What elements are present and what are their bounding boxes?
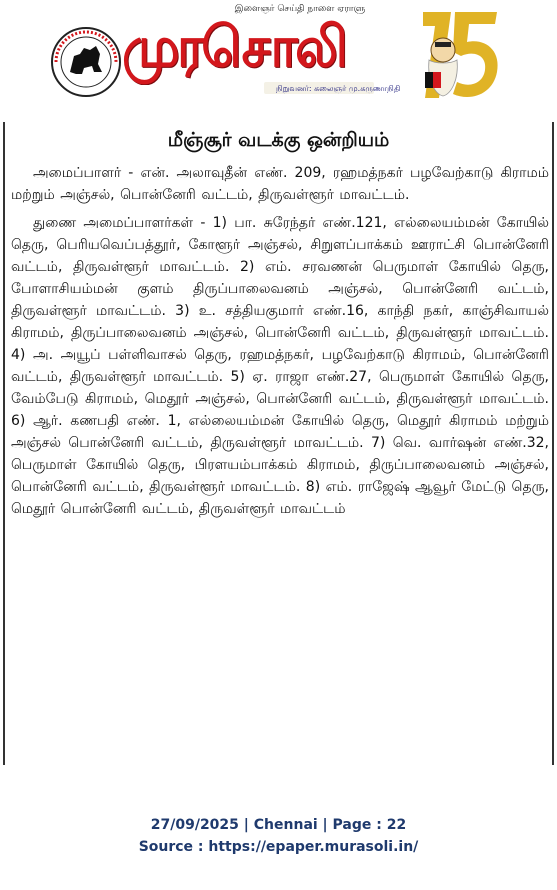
article-headline: மீஞ்சூர் வடக்கு ஒன்றியம் <box>167 129 390 151</box>
brand-logo: முரசொலி <box>122 15 346 80</box>
anniversary-emblem-icon <box>405 2 515 104</box>
article-paragraph: அமைப்பாளர் - என். அலாவுதீன் எண். 209, ரஹமத்நகர் பழவேற்காடு கிராமம் மற்றும் அஞ்சல், பொன்னேரி வட்டம், திருவள்ளூர் மாவட்டம். <box>11 165 549 203</box>
party-emblem-icon <box>50 26 122 98</box>
masthead-tagline: இளைஞர் செய்தி நாளை ஏராளு <box>234 4 366 14</box>
masthead <box>0 0 557 108</box>
article-body <box>11 162 549 520</box>
footer-source-line: Source : https://epaper.murasoli.in/ <box>138 839 419 855</box>
article-paragraph: துணை அமைப்பாளர்கள் - 1) பா. சுரேந்தர் எண்.121, எல்லையம்மன் கோயில் தெரு, பெரியவெப்பத்தூர், கோளூர் அஞ்சல், சிறுளப்பாக்கம் ஊராட்சி பொன்னேரி வட்டம், திருவள்ளூர் மாவட்டம். 2) எம். சரவணன் பெருமாள் கோயில் தெரு, போளாசியம்மன் குளம் திருப்பாலைவனம் அஞ்சல், பொன்னேரி வட்டம், திருவள்ளூர் மாவட்டம். 3) உ. சத்தியகுமார் எண்.16, காந்தி நகர், காஞ்சிவாயல் கிராமம், திருப்பாலைவனம் அஞ்சல், பொன்னேரி வட்டம், திருவள்ளூர் மாவட்டம். 4) அ. அயூப் பள்ளிவாசல் தெரு, ரஹமத்நகர், பழவேற்காடு கிராமம், பொன்னேரி வட்டம், திருவள்ளூர் மாவட்டம். 5) ஏ. ராஜா எண்.27, பெருமாள் கோயில் தெரு, வேம்பேடு கிராமம், மெதூர் அஞ்சல், பொன்னேரி வட்டம், திருவள்ளூர் மாவட்டம். 6) ஆர். கணபதி எண். 1, எல்லையம்மன் கோயில் தெரு, மெதூர் கிராமம் மற்றும் அஞ்சல் பொன்னேரி வட்டம், திருவள்ளூர் மாவட்டம். 7) வெ. வார்ஷன் எண்.32, பெருமாள் கோயில் தெரு, பிரளயம்பாக்கம் கிராமம், திருப்பாலைவனம் அஞ்சல், பொன்னேரி வட்டம், திருவள்ளூர் மாவட்டம். 8) எம். ராஜேஷ் ஆவூர் மேட்டு தெரு, மெதூர் பொன்னேரி வட்டம், திருவள்ளூர் மாவட்டம் <box>11 215 549 517</box>
footer-date-line: 27/09/2025 | Chennai | Page : 22 <box>150 817 407 833</box>
masthead-founder-label: நிறுவனர்: கலைஞர் மு.கருணாநிதி <box>276 84 401 93</box>
footer <box>0 814 557 858</box>
article-frame <box>3 122 554 765</box>
